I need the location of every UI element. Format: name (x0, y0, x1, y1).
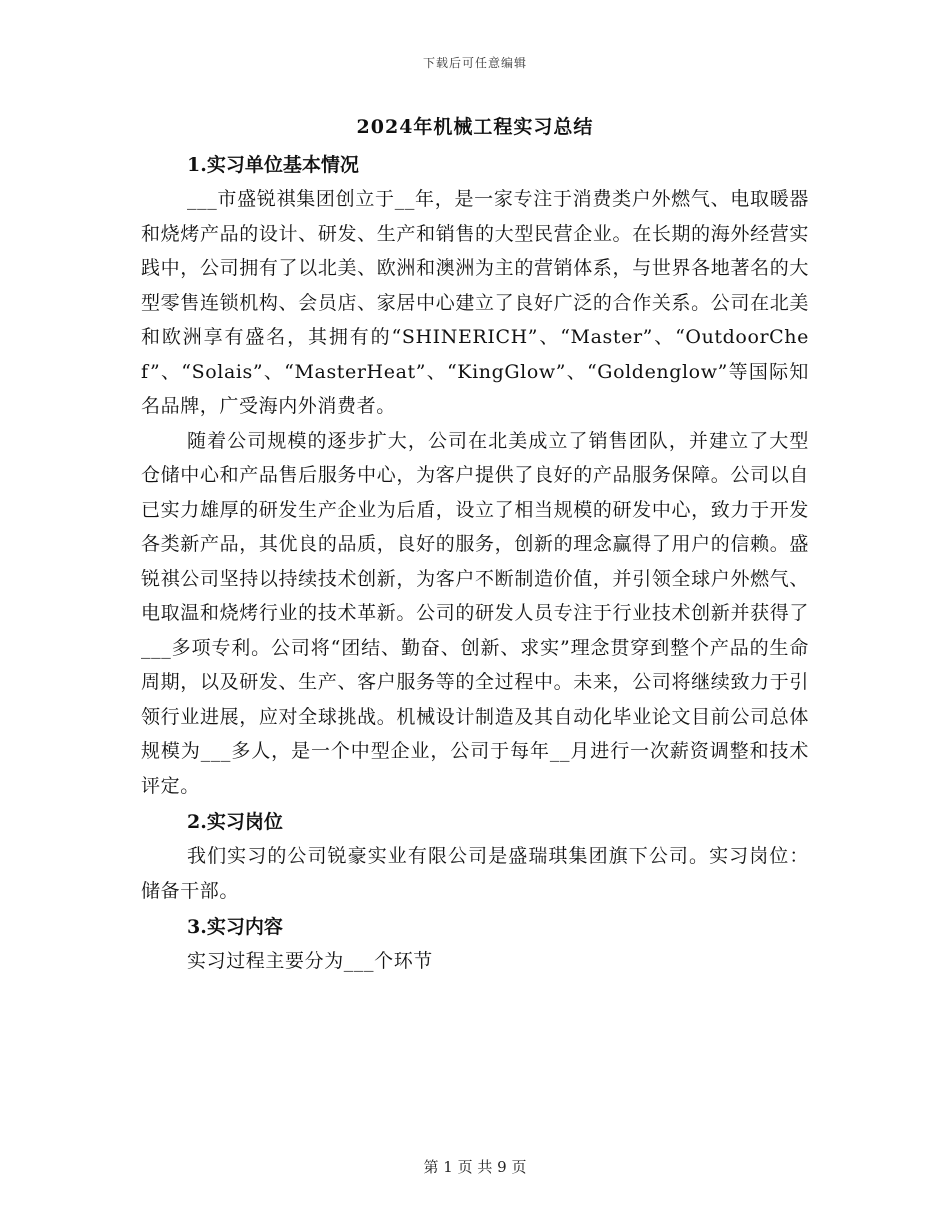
section-heading: 2.实习岗位 (187, 811, 283, 833)
section-heading: 3.实习内容 (187, 916, 283, 938)
paragraph: 实习过程主要分为___个环节 (187, 950, 433, 972)
page-number-footer: 第 1 页 共 9 页 (423, 1158, 527, 1176)
document-title: 2024年机械工程实习总结 (356, 116, 594, 138)
paragraph: 随着公司规模的逐步扩大，公司在北美成立了销售团队，并建立了大型仓储中心和产品售后服务中心，为客户提供了良好的产品服务保障。公司以自已实力雄厚的研发生产企业为后盾，设立了相当规模的研发中心，致力于开发各类新产品，其优良的品质，良好的服务，创新的理念赢得了用户的信赖。盛锐祺公司坚持以持续技术创新，为客户不断制造价值，并引领全球户外燃气、电取温和烧烤行业的技术革新。公司的研发人员专注于行业技术创新并获得了___多项专利。公司将“团结、勤奋、创新、求实”理念贯穿到整个产品的生命周期，以及研发、生产、客户服务等的全过程中。未来，公司将继续致力于引领行业进展，应对全球挑战。机械设计制造及其自动化毕业论文目前公司总体规模为___多人，是一个中型企业，公司于每年__月进行一次薪资调整和技术评定。 (141, 429, 809, 797)
section-internship-position (141, 805, 809, 908)
document-body (141, 108, 809, 979)
section-internship-content (141, 910, 809, 979)
paragraph: ___市盛锐祺集团创立于__年，是一家专注于消费类户外燃气、电取暖器和烧烤产品的设计、研发、生产和销售的大型民营企业。在长期的海外经营实践中，公司拥有了以北美、欧洲和澳洲为主的营销体系，与世界各地著名的大型零售连锁机构、会员店、家居中心建立了良好广泛的合作关系。公司在北美和欧洲享有盛名，其拥有的“SHINERICH”、“Master”、“OutdoorChef”、“Solais”、“MasterHeat”、“KingGlow”、“Goldenglow”等国际知名品牌，广受海内外消费者。 (141, 188, 809, 417)
header-note: 下载后可任意编辑 (422, 56, 527, 70)
paragraph: 我们实习的公司锐豪实业有限公司是盛瑞琪集团旗下公司。实习岗位：储备干部。 (141, 845, 809, 902)
section-heading: 1.实习单位基本情况 (187, 154, 359, 176)
section-unit-info (141, 148, 809, 803)
